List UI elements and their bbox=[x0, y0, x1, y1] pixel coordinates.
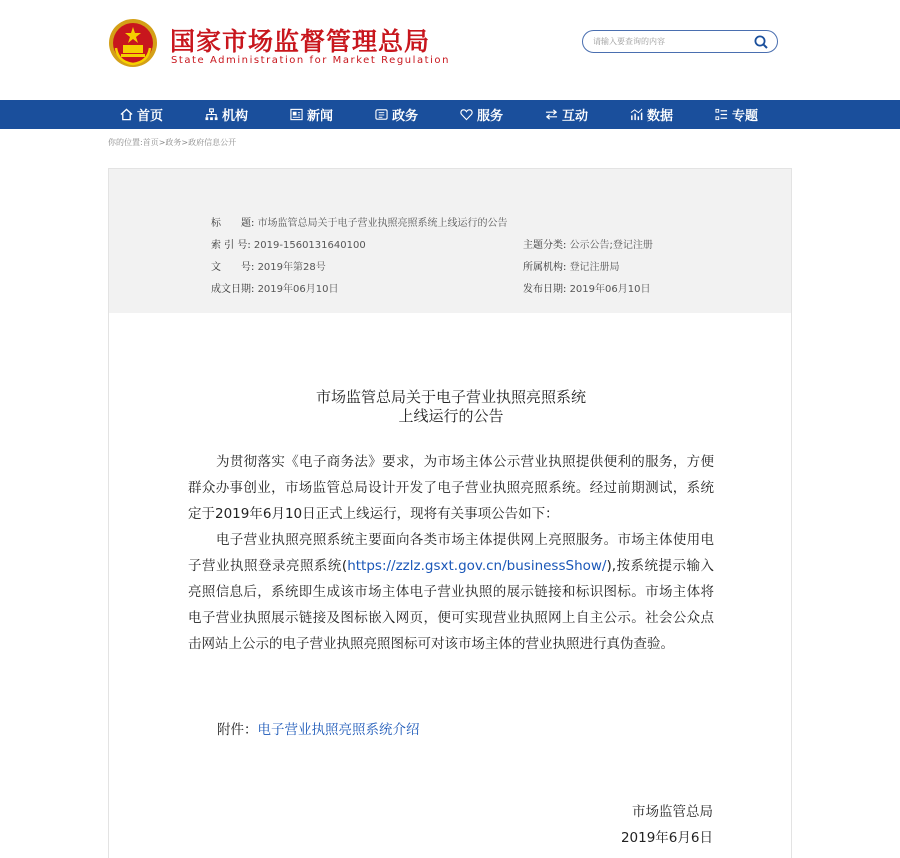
nav-label: 首页 bbox=[137, 109, 164, 124]
site-header bbox=[0, 0, 900, 100]
content-panel bbox=[108, 168, 792, 858]
nav-item-home[interactable] bbox=[120, 100, 163, 129]
meta-title-row bbox=[211, 214, 508, 229]
meta-published-value: 2019年06月10日 bbox=[569, 284, 651, 295]
nav-item-service[interactable] bbox=[460, 100, 503, 129]
signature-org: 市场监管总局 bbox=[632, 804, 713, 820]
body-paragraph-2 bbox=[188, 527, 714, 657]
meta-label: 发布日期: bbox=[523, 284, 567, 295]
national-emblem-icon bbox=[108, 18, 158, 68]
gov-icon bbox=[375, 108, 388, 121]
document-title bbox=[109, 388, 793, 426]
nav-label: 新闻 bbox=[307, 109, 334, 124]
nav-item-news[interactable] bbox=[290, 100, 333, 129]
meta-index-value: 2019-1560131640100 bbox=[253, 240, 366, 251]
meta-org-row bbox=[523, 258, 620, 273]
document-title-line-1: 市场监管总局关于电子营业执照亮照系统 bbox=[315, 388, 586, 406]
nav-label: 数据 bbox=[647, 109, 674, 124]
meta-label: 所属机构: bbox=[523, 262, 567, 273]
document-title-line-2: 上线运行的公告 bbox=[398, 407, 504, 425]
main-nav bbox=[0, 100, 900, 129]
nav-item-data[interactable] bbox=[630, 100, 673, 129]
nav-item-interact[interactable] bbox=[545, 100, 588, 129]
nav-label: 互动 bbox=[562, 109, 589, 124]
nav-label: 机构 bbox=[222, 109, 249, 124]
signature-date: 2019年6月6日 bbox=[620, 830, 713, 846]
nav-item-org[interactable] bbox=[205, 100, 248, 129]
exchange-icon bbox=[545, 108, 558, 121]
heart-icon bbox=[460, 108, 473, 121]
nav-item-topic[interactable] bbox=[715, 100, 758, 129]
meta-docno-value: 2019年第28号 bbox=[257, 262, 326, 273]
breadcrumb[interactable]: 你的位置:首页>政务>政府信息公开 bbox=[108, 138, 237, 147]
meta-label: 成文日期: bbox=[211, 284, 255, 295]
meta-label: 标 题: bbox=[211, 218, 255, 229]
attachment-label: 附件： bbox=[217, 722, 258, 738]
site-title-en: State Administration for Market Regulation bbox=[171, 55, 450, 66]
meta-docno-row bbox=[211, 258, 326, 273]
nav-label: 专题 bbox=[732, 109, 759, 124]
nav-item-gov[interactable] bbox=[375, 100, 418, 129]
home-icon bbox=[120, 108, 133, 121]
meta-created-row bbox=[211, 280, 338, 295]
nav-label: 政务 bbox=[392, 109, 419, 124]
news-icon bbox=[290, 108, 303, 121]
search-icon[interactable] bbox=[753, 34, 769, 50]
paragraph-text: 电子营业执照亮照系统主要面向各类市场主体提供网上亮照服务。市场主体使用电子营业执照登录亮照系统( bbox=[188, 532, 714, 574]
attachment-line bbox=[217, 718, 420, 738]
site-title[interactable]: 国家市场监督管理总局 bbox=[170, 27, 431, 56]
body-paragraph-1: 为贯彻落实《电子商务法》要求，为市场主体公示营业执照提供便利的服务，方便群众办事创业，市场监管总局设计开发了电子营业执照亮照系统。经过前期测试，系统定于2019年6月10日正式上线运行，现将有关事项公告如下： bbox=[188, 454, 714, 522]
meta-index-row bbox=[211, 236, 366, 251]
meta-published-row bbox=[523, 280, 650, 295]
data-icon bbox=[630, 108, 643, 121]
business-show-link[interactable]: https://zzlz.gsxt.gov.cn/businessShow/ bbox=[347, 558, 607, 574]
search-input[interactable] bbox=[593, 34, 743, 49]
topic-icon bbox=[715, 108, 728, 121]
nav-label: 服务 bbox=[477, 109, 504, 124]
meta-label: 索 引 号: bbox=[211, 240, 251, 251]
meta-title-value: 市场监管总局关于电子营业执照亮照系统上线运行的公告 bbox=[257, 218, 508, 229]
meta-created-value: 2019年06月10日 bbox=[257, 284, 339, 295]
meta-org-value: 登记注册局 bbox=[569, 262, 620, 273]
meta-category-value: 公示公告;登记注册 bbox=[569, 240, 653, 251]
org-icon bbox=[205, 108, 218, 121]
attachment-link[interactable]: 电子营业执照亮照系统介绍 bbox=[257, 722, 420, 738]
paragraph-text: ),按系统提示输入亮照信息后，系统即生成该市场主体电子营业执照的展示链接和标识图标。市场主体将电子营业执照展示链接及图标嵌入网页，便可实现营业执照网上自主公示。社会公众点击网站上公示的电子营业执照亮照图标可对该市场主体的营业执照进行真伪查验。 bbox=[188, 558, 714, 652]
meta-label: 主题分类: bbox=[523, 240, 567, 251]
meta-label: 文 号: bbox=[211, 262, 255, 273]
search-box bbox=[582, 30, 778, 53]
meta-info-box bbox=[109, 169, 791, 313]
meta-category-row bbox=[523, 236, 653, 251]
